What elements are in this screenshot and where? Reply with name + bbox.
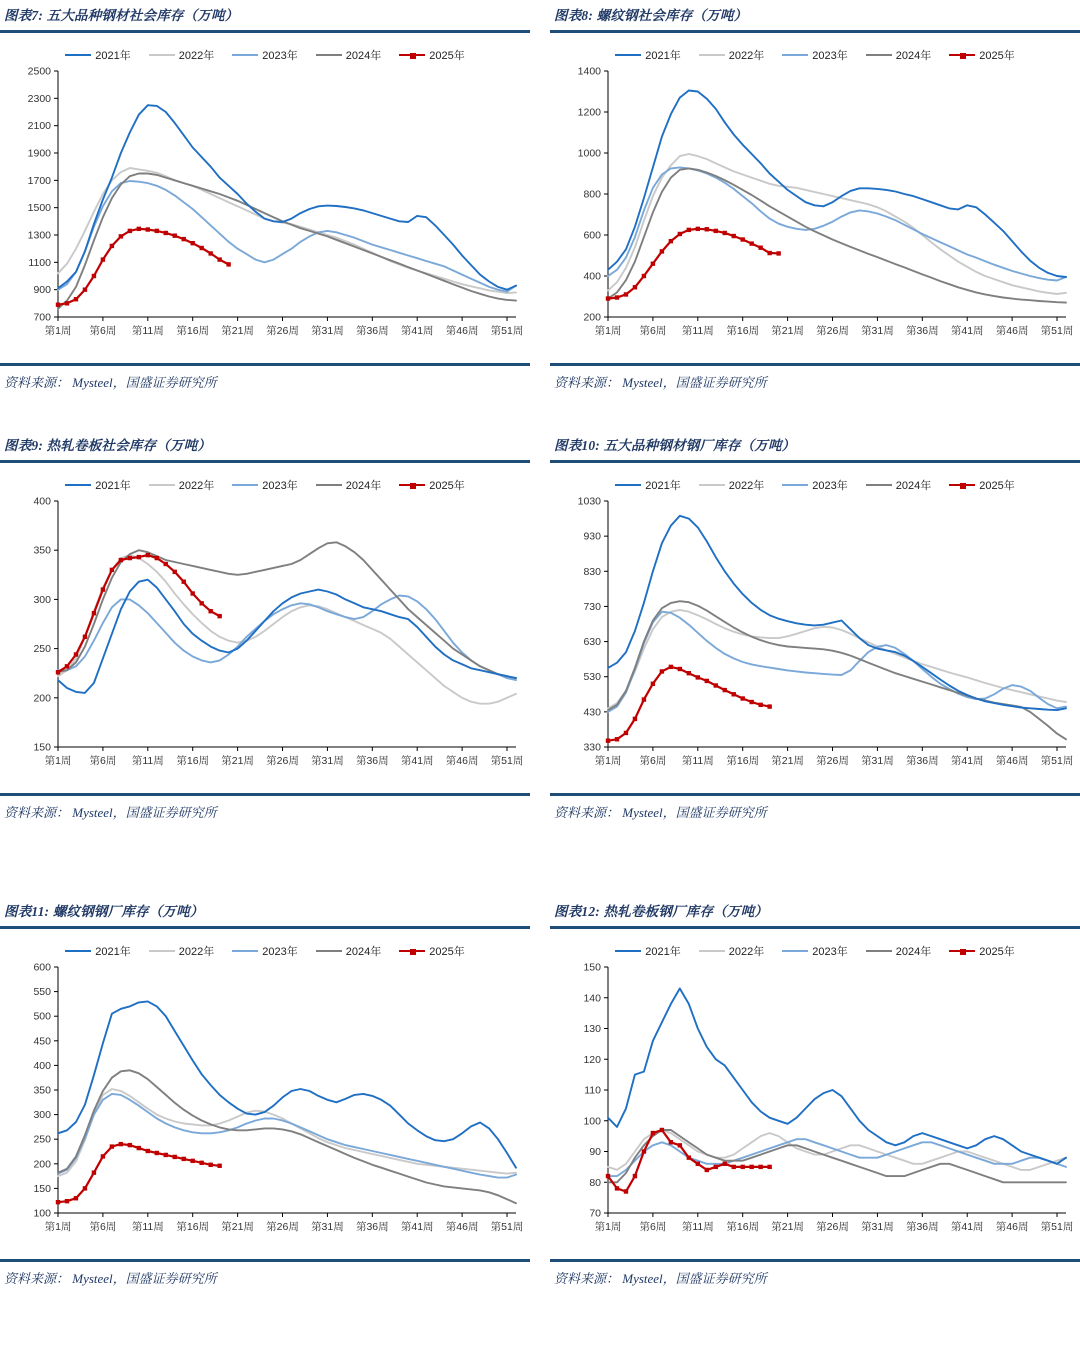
svg-text:930: 930 <box>583 530 601 543</box>
legend-label: 2025年 <box>429 480 465 492</box>
svg-text:第46周: 第46周 <box>995 325 1029 337</box>
svg-text:第36周: 第36周 <box>905 755 939 767</box>
svg-text:200: 200 <box>583 311 601 324</box>
svg-text:400: 400 <box>33 1059 51 1072</box>
svg-text:第1周: 第1周 <box>594 1221 622 1233</box>
svg-text:700: 700 <box>33 311 51 324</box>
legend-label: 2022年 <box>728 480 765 492</box>
panel-title: 图表8: 螺纹钢社会库存（万吨） <box>554 8 748 23</box>
legend-label: 2022年 <box>178 50 215 62</box>
line-chart-5 <box>550 929 1080 1259</box>
line-chart-3 <box>550 463 1080 793</box>
legend-label: 2023年 <box>262 946 298 958</box>
legend-label: 2021年 <box>645 480 681 492</box>
svg-text:第1周: 第1周 <box>44 755 72 767</box>
panel-title: 图表12: 热轧卷板钢厂库存（万吨） <box>554 904 768 919</box>
svg-text:1200: 1200 <box>577 106 601 119</box>
svg-text:第16周: 第16周 <box>176 755 210 767</box>
panel-title: 图表10: 五大品种钢材钢厂库存（万吨） <box>554 438 796 453</box>
svg-text:第51周: 第51周 <box>490 325 524 337</box>
svg-text:120: 120 <box>583 1053 601 1066</box>
svg-text:1500: 1500 <box>27 202 51 215</box>
svg-text:80: 80 <box>589 1176 601 1189</box>
svg-text:1300: 1300 <box>27 229 51 242</box>
svg-text:350: 350 <box>33 544 51 557</box>
legend-label: 2024年 <box>345 946 382 958</box>
svg-text:第46周: 第46周 <box>445 325 479 337</box>
legend-label: 2022年 <box>728 946 765 958</box>
legend-label: 2024年 <box>895 480 932 492</box>
svg-text:第51周: 第51周 <box>1040 755 1074 767</box>
svg-text:530: 530 <box>583 671 601 684</box>
svg-text:第31周: 第31周 <box>861 755 894 767</box>
source-note: 资料来源： Mysteel，国盛证券研究所 <box>4 805 217 820</box>
svg-text:第46周: 第46周 <box>445 755 479 767</box>
svg-text:730: 730 <box>583 600 601 613</box>
panel-chart-9 <box>0 430 530 896</box>
svg-text:100: 100 <box>583 1115 601 1128</box>
svg-text:第36周: 第36周 <box>905 325 939 337</box>
svg-text:第6周: 第6周 <box>639 755 667 767</box>
svg-text:第51周: 第51周 <box>1040 1221 1074 1233</box>
source-note: 资料来源： Mysteel，国盛证券研究所 <box>4 375 217 390</box>
svg-text:2100: 2100 <box>27 120 51 133</box>
svg-text:第31周: 第31周 <box>861 325 894 337</box>
svg-text:430: 430 <box>583 706 601 719</box>
svg-text:第36周: 第36周 <box>355 755 389 767</box>
line-chart-1 <box>550 33 1080 363</box>
svg-text:400: 400 <box>583 270 601 283</box>
svg-text:830: 830 <box>583 565 601 578</box>
svg-text:第21周: 第21周 <box>221 755 254 767</box>
svg-text:第11周: 第11周 <box>131 755 164 767</box>
plot-area-4 <box>0 929 530 1259</box>
svg-text:500: 500 <box>33 1010 51 1023</box>
panel-chart-11 <box>0 896 530 1363</box>
svg-text:150: 150 <box>33 741 51 754</box>
legend-label: 2024年 <box>345 480 382 492</box>
svg-text:第26周: 第26周 <box>266 755 299 767</box>
source-note: 资料来源： Mysteel，国盛证券研究所 <box>4 1271 217 1286</box>
svg-text:第1周: 第1周 <box>44 1221 72 1233</box>
legend-label: 2021年 <box>645 50 681 62</box>
plot-area-0 <box>0 33 530 363</box>
svg-text:250: 250 <box>33 643 51 656</box>
svg-text:150: 150 <box>583 961 601 974</box>
svg-text:第11周: 第11周 <box>681 325 714 337</box>
svg-text:330: 330 <box>583 741 601 754</box>
svg-text:600: 600 <box>583 229 601 242</box>
svg-text:100: 100 <box>33 1207 51 1220</box>
svg-text:250: 250 <box>33 1133 51 1146</box>
svg-text:第26周: 第26周 <box>266 325 299 337</box>
source-note: 资料来源： Mysteel，国盛证券研究所 <box>554 375 767 390</box>
svg-text:70: 70 <box>589 1207 601 1220</box>
svg-text:第21周: 第21周 <box>771 1221 804 1233</box>
svg-text:第51周: 第51周 <box>490 1221 524 1233</box>
legend-label: 2023年 <box>262 50 298 62</box>
svg-text:第16周: 第16周 <box>726 325 760 337</box>
svg-text:第41周: 第41周 <box>400 1221 434 1233</box>
svg-text:第16周: 第16周 <box>176 1221 210 1233</box>
line-chart-2 <box>0 463 530 793</box>
svg-text:550: 550 <box>33 986 51 999</box>
svg-text:400: 400 <box>33 495 51 508</box>
legend-label: 2023年 <box>262 480 298 492</box>
svg-text:第6周: 第6周 <box>639 1221 667 1233</box>
svg-text:第16周: 第16周 <box>176 325 210 337</box>
svg-text:90: 90 <box>589 1146 601 1158</box>
svg-text:第6周: 第6周 <box>639 325 667 337</box>
svg-text:300: 300 <box>33 593 51 606</box>
svg-text:第26周: 第26周 <box>816 755 849 767</box>
svg-text:第6周: 第6周 <box>89 1221 117 1233</box>
svg-text:第51周: 第51周 <box>1040 325 1074 337</box>
svg-text:第41周: 第41周 <box>400 755 434 767</box>
legend-label: 2025年 <box>429 946 465 958</box>
svg-text:第11周: 第11周 <box>131 325 164 337</box>
legend-label: 2022年 <box>178 480 215 492</box>
legend-label: 2021年 <box>95 480 131 492</box>
svg-text:350: 350 <box>33 1084 51 1097</box>
svg-text:第1周: 第1周 <box>594 325 622 337</box>
svg-text:第11周: 第11周 <box>681 1221 714 1233</box>
svg-text:200: 200 <box>33 692 51 705</box>
svg-text:第26周: 第26周 <box>816 1221 849 1233</box>
svg-text:第51周: 第51周 <box>490 755 524 767</box>
legend-label: 2023年 <box>812 50 848 62</box>
panel-title: 图表11: 螺纹钢钢厂库存（万吨） <box>4 904 204 919</box>
svg-text:第1周: 第1周 <box>44 325 72 337</box>
svg-text:300: 300 <box>33 1109 51 1122</box>
svg-text:第21周: 第21周 <box>221 325 254 337</box>
panel-title: 图表7: 五大品种钢材社会库存（万吨） <box>4 8 239 23</box>
svg-text:第46周: 第46周 <box>995 755 1029 767</box>
svg-text:140: 140 <box>583 992 601 1005</box>
panel-chart-7 <box>0 0 530 430</box>
svg-text:第31周: 第31周 <box>311 325 344 337</box>
svg-text:第6周: 第6周 <box>89 755 117 767</box>
legend-label: 2023年 <box>812 946 848 958</box>
svg-text:第36周: 第36周 <box>355 1221 389 1233</box>
legend-label: 2021年 <box>95 946 131 958</box>
svg-text:第6周: 第6周 <box>89 325 117 337</box>
legend-label: 2025年 <box>979 480 1015 492</box>
plot-area-2 <box>0 463 530 793</box>
plot-area-3 <box>550 463 1080 793</box>
plot-area-5 <box>550 929 1080 1259</box>
legend-label: 2024年 <box>895 50 932 62</box>
svg-text:1900: 1900 <box>27 147 51 160</box>
svg-text:1400: 1400 <box>577 65 601 78</box>
svg-text:第11周: 第11周 <box>681 755 714 767</box>
legend-label: 2025年 <box>429 50 465 62</box>
svg-text:800: 800 <box>583 188 601 201</box>
plot-area-1 <box>550 33 1080 363</box>
svg-text:110: 110 <box>584 1084 601 1097</box>
svg-text:第41周: 第41周 <box>400 325 434 337</box>
svg-text:2500: 2500 <box>27 65 51 78</box>
svg-text:第41周: 第41周 <box>950 1221 984 1233</box>
svg-text:900: 900 <box>33 284 51 297</box>
legend-label: 2021年 <box>95 50 131 62</box>
svg-text:2300: 2300 <box>27 92 51 105</box>
legend-label: 2024年 <box>895 946 932 958</box>
svg-text:1030: 1030 <box>577 495 601 508</box>
panel-chart-8 <box>550 0 1080 430</box>
svg-text:600: 600 <box>33 961 51 974</box>
svg-text:第26周: 第26周 <box>266 1221 299 1233</box>
svg-text:150: 150 <box>33 1182 51 1195</box>
svg-text:第46周: 第46周 <box>445 1221 479 1233</box>
svg-text:200: 200 <box>33 1158 51 1171</box>
svg-text:第36周: 第36周 <box>355 325 389 337</box>
svg-text:第21周: 第21周 <box>221 1221 254 1233</box>
legend-label: 2024年 <box>345 50 382 62</box>
svg-text:第46周: 第46周 <box>995 1221 1029 1233</box>
svg-text:1700: 1700 <box>27 174 51 187</box>
panel-chart-10 <box>550 430 1080 896</box>
svg-text:第16周: 第16周 <box>726 1221 760 1233</box>
source-note: 资料来源： Mysteel，国盛证券研究所 <box>554 1271 767 1286</box>
svg-text:第36周: 第36周 <box>905 1221 939 1233</box>
source-note: 资料来源： Mysteel，国盛证券研究所 <box>554 805 767 820</box>
legend-label: 2022年 <box>728 50 765 62</box>
svg-text:第41周: 第41周 <box>950 755 984 767</box>
svg-text:第31周: 第31周 <box>311 1221 344 1233</box>
svg-text:第26周: 第26周 <box>816 325 849 337</box>
svg-text:第11周: 第11周 <box>131 1221 164 1233</box>
svg-text:450: 450 <box>33 1035 51 1048</box>
svg-text:第16周: 第16周 <box>726 755 760 767</box>
svg-text:1100: 1100 <box>28 256 51 269</box>
svg-text:第21周: 第21周 <box>771 755 804 767</box>
legend-label: 2021年 <box>645 946 681 958</box>
legend-label: 2023年 <box>812 480 848 492</box>
panel-title: 图表9: 热轧卷板社会库存（万吨） <box>4 438 212 453</box>
panel-chart-12 <box>550 896 1080 1363</box>
legend-label: 2025年 <box>979 946 1015 958</box>
svg-text:第31周: 第31周 <box>311 755 344 767</box>
line-chart-0 <box>0 33 530 363</box>
line-chart-4 <box>0 929 530 1259</box>
legend-label: 2022年 <box>178 946 215 958</box>
svg-text:1000: 1000 <box>577 147 601 160</box>
svg-text:130: 130 <box>583 1023 601 1035</box>
svg-text:第21周: 第21周 <box>771 325 804 337</box>
svg-text:630: 630 <box>583 636 601 649</box>
svg-text:第1周: 第1周 <box>594 755 622 767</box>
legend-label: 2025年 <box>979 50 1015 62</box>
svg-text:第31周: 第31周 <box>861 1221 894 1233</box>
svg-text:第41周: 第41周 <box>950 325 984 337</box>
